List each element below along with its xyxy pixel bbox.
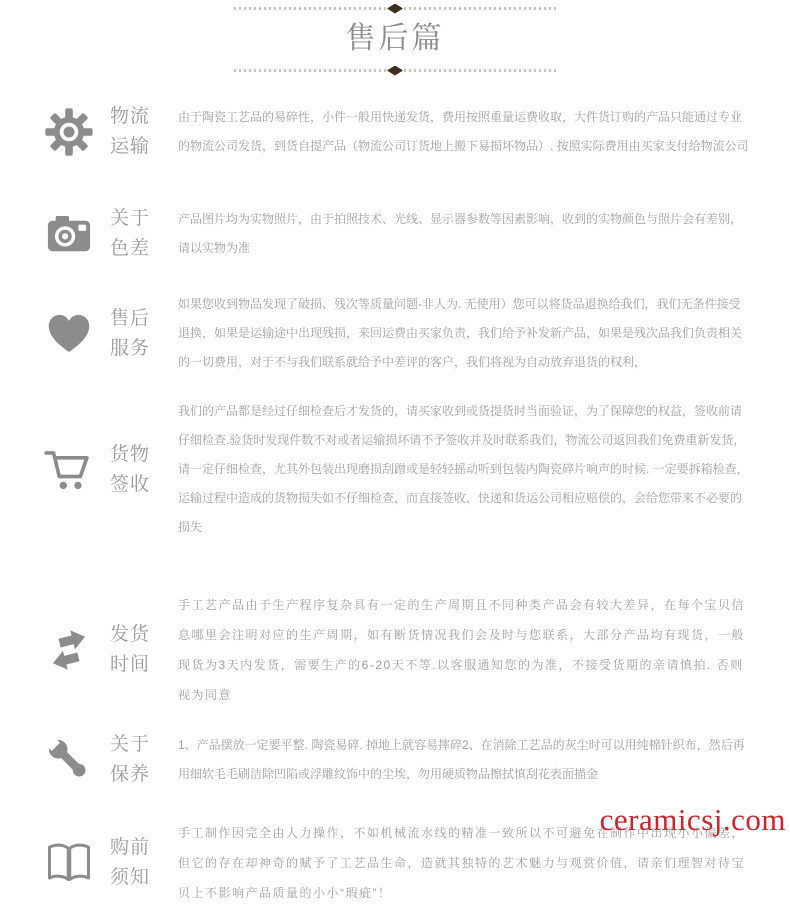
swap-arrows-icon (40, 626, 98, 674)
open-book-icon (40, 839, 98, 887)
sections-list (0, 72, 790, 908)
section-title: 发货时间 (110, 624, 151, 675)
page-title: 售后篇 (345, 22, 445, 55)
section-body: 由于陶瓷工艺品的易碎性，小件一般用快递发货，费用按照重量运费收取，大件货订购的产品只能通过专业的物流公司发货，到货自提产品（物流公司订货地上搬下易损坏物品）. 按照实际费用由买家支付给物流公司 (178, 110, 749, 153)
section-body: 手工制作因完全由人力操作，不如机械流水线的精准一致所以不可避免在制作中出现小小偏差，但它的存在却神奇的赋予了工艺品生命，造就其独特的艺术魅力与观赏价值，请亲们理智对待宝贝上不影响产品质量的小小“瑕疵”！ (178, 826, 746, 900)
dotted-divider-top (234, 7, 556, 10)
section-shipping-time (40, 590, 790, 710)
section-body: 手工艺产品由于生产程序复杂具有一定的生产周期且不同种类产品会有较大差异，在每个宝贝信息哪里会注明对应的生产周期，如有断货情况我们会及时与您联系，大部分产品均有现货，一般现货为3天内发货，需要生产的6-20天不等.以客服通知您的为准，不接受货期的亲请慎拍. 否则视为同意 (178, 598, 746, 702)
section-goods-receipt (40, 397, 790, 542)
heart-icon (40, 310, 98, 358)
section-body: 1、产品摆放一定要平整. 陶瓷易碎. 掉地上就容易摔碎2、在消除工艺品的灰尘时可以用纯棉针织布，然后再用细软毛毛刷洁除凹陷或浮雕纹饰中的尘埃，勿用硬质物品擦拭慎刮花表面描金 (178, 738, 745, 781)
diamond-ornament-icon (387, 4, 403, 14)
section-title: 关于保养 (110, 734, 151, 785)
section-title: 售后服务 (110, 307, 151, 359)
section-body: 我们的产品都是经过仔细检查后才发货的，请买家收到或货提货时当面验证，为了保障您的权益，签收前请仔细检查.验货时发现件数不对或者运输损坏请不予签收并及时联系我们，物流公司返回我们免费重新发货，请一定仔细检查，尤其外包装出现磨损刮蹭或是轻轻摇动听到包装内陶瓷碎片响声的时候. 一定要拆箱检查，运输过程中造成的货物损失如不仔细检查，而直接签收，快递和货运公司相应赔偿的，会给您带来不必要的损失 (178, 404, 749, 534)
section-body: 产品图片均为实物照片，由于拍照技术、光线、显示器参数等因素影响，收到的实物颜色与照片会有差别，请以实物为准 (178, 212, 743, 255)
section-title: 货物签收 (110, 443, 151, 495)
gear-icon (40, 105, 98, 159)
section-title: 关于色差 (110, 208, 151, 259)
watermark: ceramicsj.com (599, 802, 786, 837)
section-title: 物流运输 (110, 106, 151, 157)
dotted-divider-bottom (234, 69, 556, 72)
section-maintenance (40, 730, 790, 790)
section-title: 购前须知 (110, 837, 151, 888)
cart-icon (40, 444, 98, 496)
section-logistics (40, 102, 790, 162)
wrench-icon (40, 733, 98, 787)
section-color-difference (40, 204, 790, 264)
section-after-sales-service (40, 290, 790, 377)
section-body: 如果您收到物品发现了破损、残次等质量问题-非人为. 无使用）您可以将货品退换给我们，我们无条件接受退换，如果是运输途中出现残损，来回运费由买家负责，我们给予补发新产品，如果是残次品我们负责相关的一切费用，对于不与我们联系就给予中差评的客户，我们将视为自动放弃退货的权利， (178, 297, 743, 369)
camera-icon (40, 209, 98, 259)
page-header (0, 0, 790, 72)
